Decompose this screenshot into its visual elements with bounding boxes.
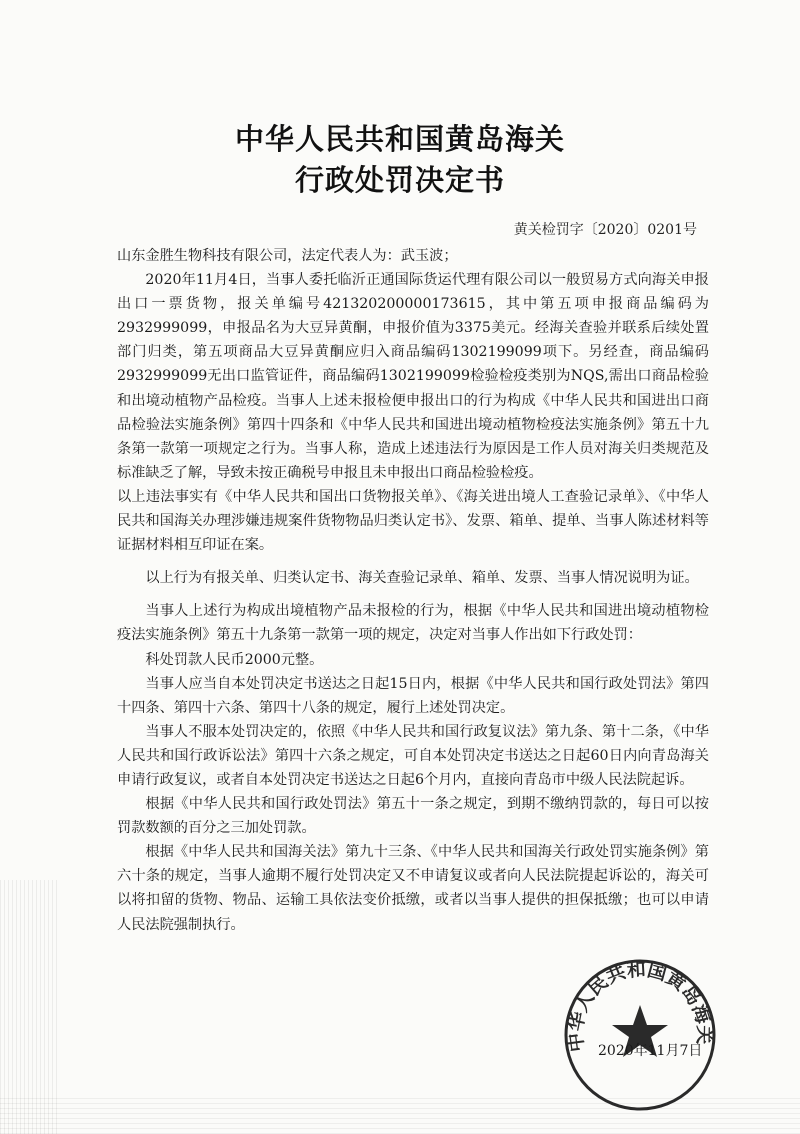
recipient-line: 山东金胜生物科技有限公司，法定代表人为：武玉波；: [117, 248, 458, 264]
page-title: 中华人民共和国黄岛海关: [234, 122, 565, 156]
appeal-paragraph: 当事人不服本处罚决定的，依照《中华人民共和国行政复议法》第九条、第十二条，《中华人民共和国行政诉讼法》第四十六条之规定，可自本处罚决定书送达之日起60日内向青岛海关申请行政复议，或者自本处罚决定书送达之日起6个月内，直接向青岛市中级人民法院起诉。: [117, 723, 709, 788]
late-fee-paragraph: 根据《中华人民共和国行政处罚法》第五十一条之规定，到期不缴纳罚款的，每日可以按罚款数额的百分之三加处罚款。: [117, 796, 709, 837]
page-subtitle: 行政处罚决定书: [294, 163, 505, 197]
proof-paragraph: 以上行为有报关单、归类认定书、海关查验记录单、箱单、发票、当事人情况说明为证。: [145, 570, 699, 587]
document-number: 黄关检罚字〔2020〕0201号: [513, 222, 697, 238]
seal-text: 中华人民共和国黄岛海关: [564, 958, 716, 1054]
evidence-paragraph: 以上违法事实有《中华人民共和国出口货物报关单》、《海关进出境人工查验记录单》、《中华人民共和国海关办理涉嫌违规案件货物物品归类认定书》、发票、箱单、提单、当事人陈述材料等证据材料相互印证在案。: [117, 488, 709, 554]
fulfill-paragraph: 当事人应当自本处罚决定书送达之日起15日内，根据《中华人民共和国行政处罚法》第四十四条、第四十六条、第四十八条的规定，履行上述处罚决定。: [117, 675, 709, 716]
penalty-line: 科处罚款人民币2000元整。: [145, 651, 324, 668]
issue-date: 2020年11月7日: [598, 1043, 703, 1059]
enforcement-paragraph: 根据《中华人民共和国海关法》第九十三条、《中华人民共和国海关行政处罚实施条例》第六十条的规定，当事人逾期不履行处罚决定又不申请复议或者向人民法院提起诉讼的，海关可以将扣留的货物、物品、运输工具依法变价抵缴，或者以当事人提供的担保抵缴；也可以申请人民法院强制执行。: [117, 844, 709, 933]
facts-paragraph: 2020年11月4日，当事人委托临沂正通国际货运代理有限公司以一般贸易方式向海关申报出口一票货物，报关单编号421320200000173615，其中第五项申报商品编码为2932999099，申报品名为大豆异黄酮，申报价值为3375美元。经海关查验并联系后续处置部门归类，第五项商品大豆异黄酮应归入商品编码1302199099项下。另经查，商品编码2932999099无出口监管证件，商品编码1302199099检验检疫类别为NQS,需出口商品检验和出境动植物产品检疫。当事人上述未报检便申报出口的行为构成《中华人民共和国进出口商品检验法实施条例》第四十四条和《中华人民共和国进出境动植物检疫法实施条例》第五十九条第一款第一项规定之行为。当事人称，造成上述违法行为原因是工作人员对海关归类规范及标准缺乏了解，导致未按正确税号申报且未申报出口商品检验检疫。: [117, 272, 709, 481]
decision-paragraph: 当事人上述行为构成出境植物产品未报检的行为，根据《中华人民共和国进出境动植物检疫法实施条例》第五十九条第一款第一项的规定，决定对当事人作出如下行政处罚：: [117, 603, 709, 644]
official-seal: [560, 955, 720, 1115]
document-body: [117, 244, 709, 937]
